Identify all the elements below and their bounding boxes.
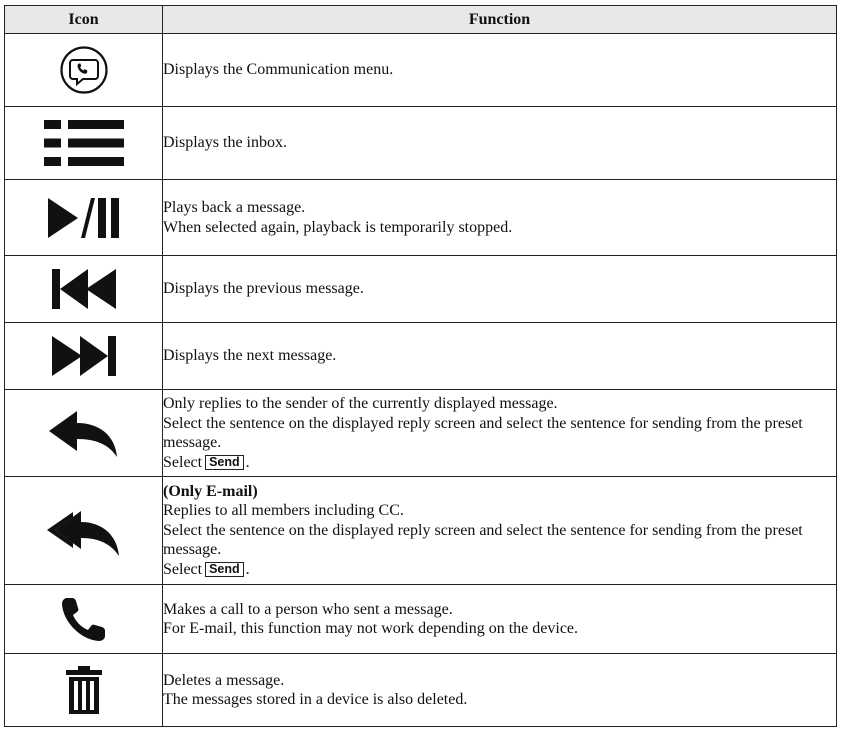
function-text: Select the sentence on the displayed reply screen and select the sentence for sending from the preset message. [163, 414, 803, 451]
table-row [5, 585, 837, 654]
send-key-label: Send [205, 562, 244, 577]
skip-previous-icon [52, 269, 116, 309]
function-text: Select the sentence on the displayed reply screen and select the sentence for sending from the preset message. [163, 521, 803, 559]
phone-icon [61, 596, 107, 642]
table-row [5, 477, 837, 585]
table-row [5, 323, 837, 390]
table-row [5, 180, 837, 256]
header-function: Function [163, 6, 837, 34]
function-text: Deletes a message. [163, 671, 285, 689]
table-row [5, 256, 837, 323]
play-pause-icon [48, 196, 120, 240]
skip-next-icon [52, 336, 116, 376]
inbox-list-icon [44, 119, 124, 167]
function-text: Replies to all members including CC. [163, 502, 404, 520]
header-row [5, 6, 837, 34]
only-email-note: (Only E-mail) [163, 482, 258, 500]
send-key-label: Send [205, 455, 244, 470]
function-text: Displays the Communication menu. [163, 61, 394, 79]
select-send-line [163, 453, 836, 473]
header-icon: Icon [5, 6, 163, 34]
table-row [5, 34, 837, 107]
reply-all-icon [47, 506, 121, 556]
function-text: The messages stored in a device is also deleted. [163, 691, 468, 708]
function-text: When selected again, playback is temporarily stopped. [163, 218, 513, 236]
function-text: Displays the inbox. [163, 134, 287, 152]
select-suffix: . [245, 453, 250, 471]
table-row [5, 390, 837, 477]
select-text: Select [163, 560, 203, 578]
select-send-line [163, 560, 836, 580]
function-text: Makes a call to a person who sent a message. [163, 600, 453, 618]
icon-function-table [4, 5, 837, 727]
function-text: For E-mail, this function may not work depending on the device. [163, 620, 579, 637]
table-row [5, 654, 837, 727]
communication-chat-phone-icon [59, 45, 109, 95]
function-text: Displays the next message. [163, 347, 337, 365]
reply-icon [49, 409, 119, 457]
select-suffix: . [245, 560, 250, 578]
function-text: Only replies to the sender of the currently displayed message. [163, 395, 558, 412]
function-text: Plays back a message. [163, 199, 306, 216]
function-text: Displays the previous message. [163, 280, 364, 298]
table-row [5, 107, 837, 180]
trash-icon [66, 666, 102, 714]
select-text: Select [163, 453, 203, 471]
